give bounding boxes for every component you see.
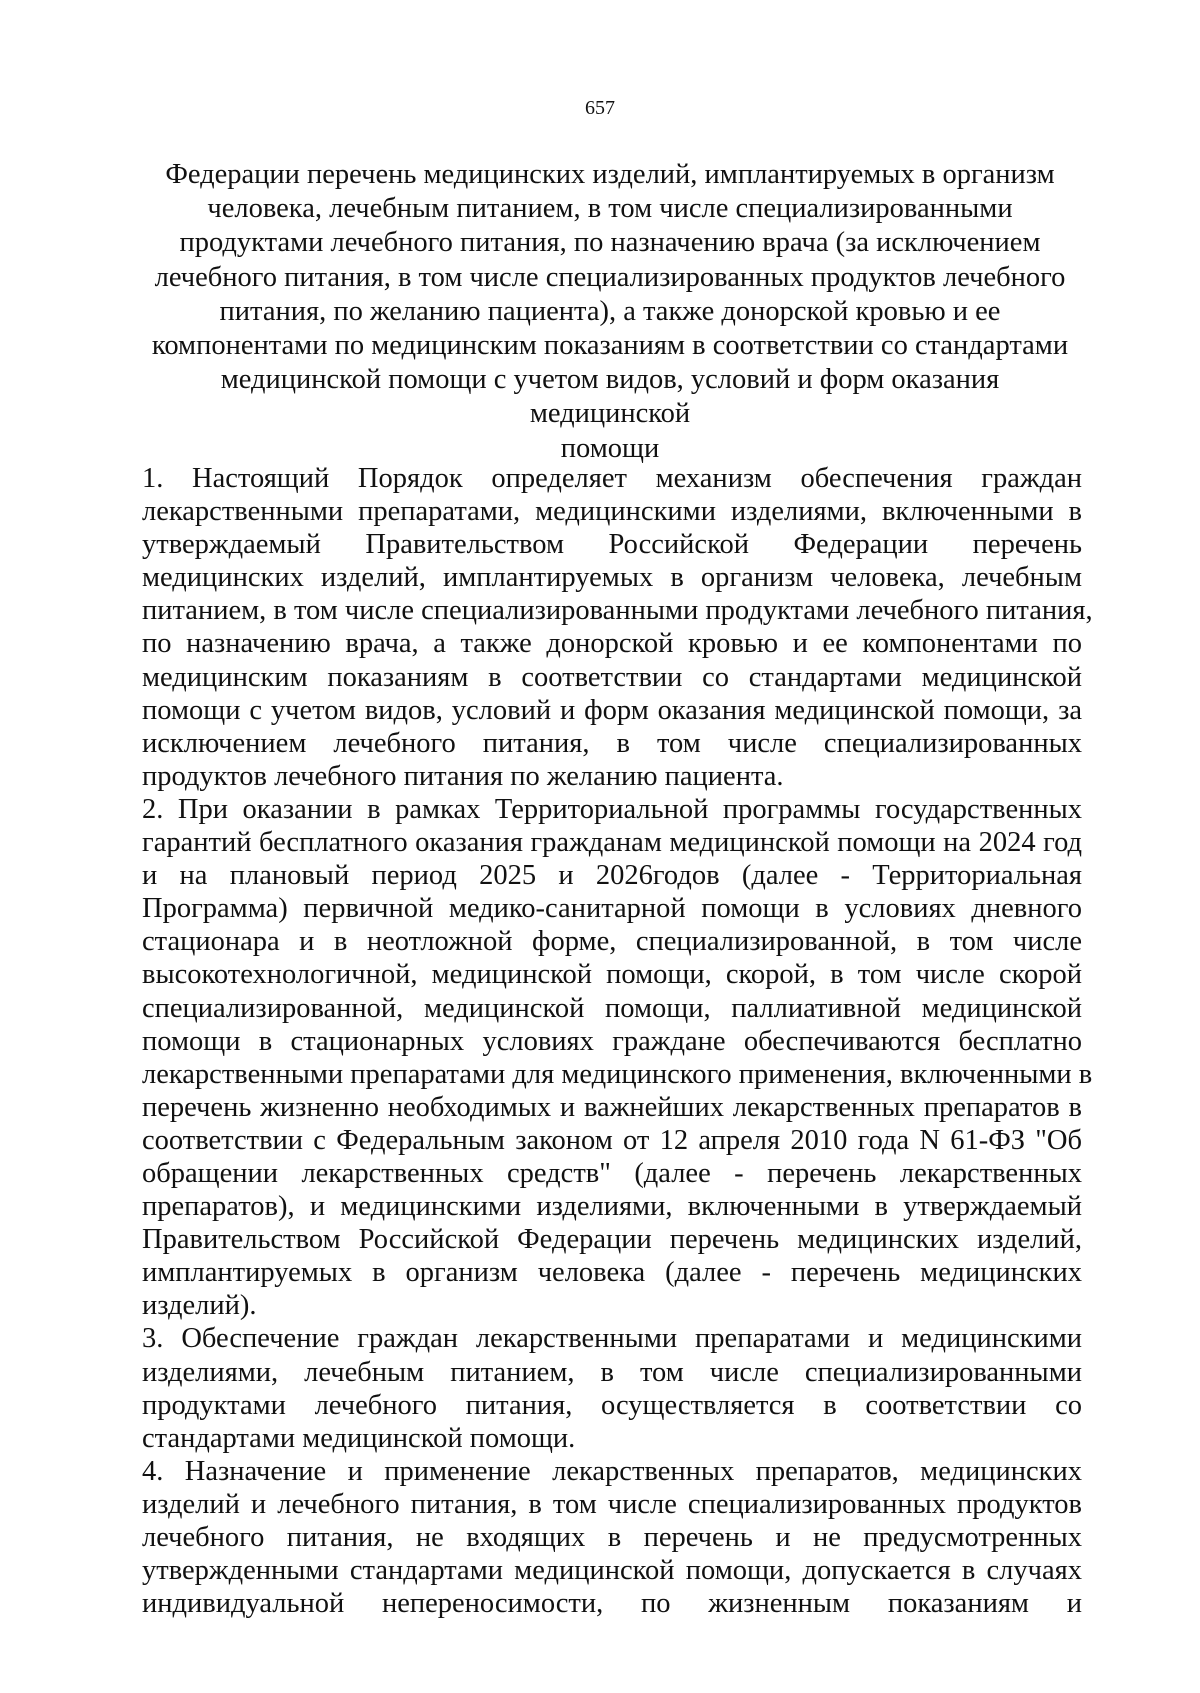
heading-line: лечебного питания, в том числе специализированных продуктов лечебного bbox=[154, 261, 1066, 293]
paragraph-line: стационара и в неотложной форме, специализированной, в том числе bbox=[142, 926, 1082, 958]
paragraph-line: и на плановый период 2025 и 2026годов (далее - Территориальная bbox=[142, 860, 1082, 892]
document-body bbox=[142, 462, 1093, 1620]
heading-line: компонентами по медицинским показаниям в соответствии со стандартами bbox=[151, 330, 1069, 362]
paragraph-2 bbox=[142, 793, 1093, 1323]
paragraph-line: высокотехнологичной, медицинской помощи, скорой, в том числе скорой bbox=[142, 959, 1082, 991]
paragraph-line: утверждаемый Правительством Российской Федерации перечень bbox=[142, 529, 1082, 561]
paragraph-line: специализированной, медицинской помощи, паллиативной медицинской bbox=[142, 992, 1082, 1024]
paragraph-line: обращении лекарственных средств" (далее - перечень лекарственных bbox=[142, 1157, 1082, 1189]
paragraph-line: Программа) первичной медико-санитарной помощи в условиях дневного bbox=[142, 893, 1082, 925]
paragraph-line: соответствии с Федеральным законом от 12 апреля 2010 года N 61-ФЗ "Об bbox=[142, 1124, 1082, 1156]
paragraph-line: гарантий бесплатного оказания гражданам медицинской помощи на 2024 год bbox=[142, 827, 1082, 859]
paragraph-3 bbox=[142, 1322, 1082, 1454]
paragraph-line: изделиями, лечебным питанием, в том числе специализированными bbox=[142, 1356, 1082, 1388]
paragraph-line: исключением лечебного питания, в том числе специализированных bbox=[142, 727, 1082, 759]
paragraph-line: 3. Обеспечение граждан лекарственными препаратами и медицинскими bbox=[142, 1323, 1082, 1355]
paragraph-4 bbox=[142, 1455, 1082, 1620]
heading-line: продуктами лечебного питания, по назначению врача (за исключением bbox=[179, 227, 1041, 259]
paragraph-line: медицинских изделий, имплантируемых в организм человека, лечебным bbox=[142, 562, 1082, 594]
heading-line: человека, лечебным питанием, в том числе специализированными bbox=[207, 193, 1013, 225]
paragraph-line: продуктов лечебного питания по желанию пациента. bbox=[142, 760, 784, 792]
paragraph-line: перечень жизненно необходимых и важнейших лекарственных препаратов в bbox=[142, 1091, 1082, 1123]
paragraph-line: лекарственными препаратами, медицинскими изделиями, включенными в bbox=[142, 496, 1082, 528]
paragraph-line: изделий). bbox=[142, 1290, 257, 1322]
paragraph-line: изделий и лечебного питания, в том числе специализированных продуктов bbox=[142, 1488, 1082, 1520]
heading-line: медицинской помощи с учетом видов, условий и форм оказания медицинской bbox=[220, 364, 1000, 430]
paragraph-line: лекарственными препаратами для медицинского применения, включенными в bbox=[142, 1058, 1093, 1090]
paragraph-1 bbox=[142, 462, 1093, 793]
document-heading bbox=[140, 158, 1080, 466]
paragraph-line: продуктами лечебного питания, осуществляется в соответствии со bbox=[142, 1389, 1082, 1421]
paragraph-line: препаратов), и медицинскими изделиями, включенными в утверждаемый bbox=[142, 1191, 1082, 1223]
paragraph-line: 4. Назначение и применение лекарственных препаратов, медицинских bbox=[142, 1455, 1082, 1487]
paragraph-line: индивидуальной непереносимости, по жизненным показаниям и bbox=[142, 1588, 1082, 1620]
paragraph-line: помощи с учетом видов, условий и форм оказания медицинской помощи, за bbox=[142, 694, 1082, 726]
heading-line: питания, по желанию пациента), а также донорской кровью и ее bbox=[219, 295, 1001, 327]
paragraph-line: стандартами медицинской помощи. bbox=[142, 1422, 576, 1454]
paragraph-line: 2. При оказании в рамках Территориальной программы государственных bbox=[142, 793, 1082, 825]
paragraph-line: питанием, в том числе специализированными продуктами лечебного питания, bbox=[142, 595, 1093, 627]
paragraph-line: лечебного питания, не входящих в перечень и не предусмотренных bbox=[142, 1522, 1082, 1553]
paragraph-line: по назначению врача, а также донорской кровью и ее компонентами по bbox=[142, 628, 1082, 660]
paragraph-line: помощи в стационарных условиях граждане обеспечиваются бесплатно bbox=[142, 1025, 1082, 1057]
paragraph-line: имплантируемых в организм человека (далее - перечень медицинских bbox=[142, 1257, 1082, 1289]
heading-line: помощи bbox=[560, 432, 660, 464]
page-number: 657 bbox=[585, 97, 615, 119]
paragraph-line: 1. Настоящий Порядок определяет механизм обеспечения граждан bbox=[142, 463, 1082, 494]
paragraph-line: Правительством Российской Федерации перечень медицинских изделий, bbox=[142, 1224, 1082, 1256]
paragraph-line: утвержденными стандартами медицинской помощи, допускается в случаях bbox=[142, 1555, 1082, 1587]
heading-line: Федерации перечень медицинских изделий, имплантируемых в организм bbox=[165, 159, 1055, 190]
paragraph-line: медицинским показаниям в соответствии со стандартами медицинской bbox=[142, 661, 1082, 693]
